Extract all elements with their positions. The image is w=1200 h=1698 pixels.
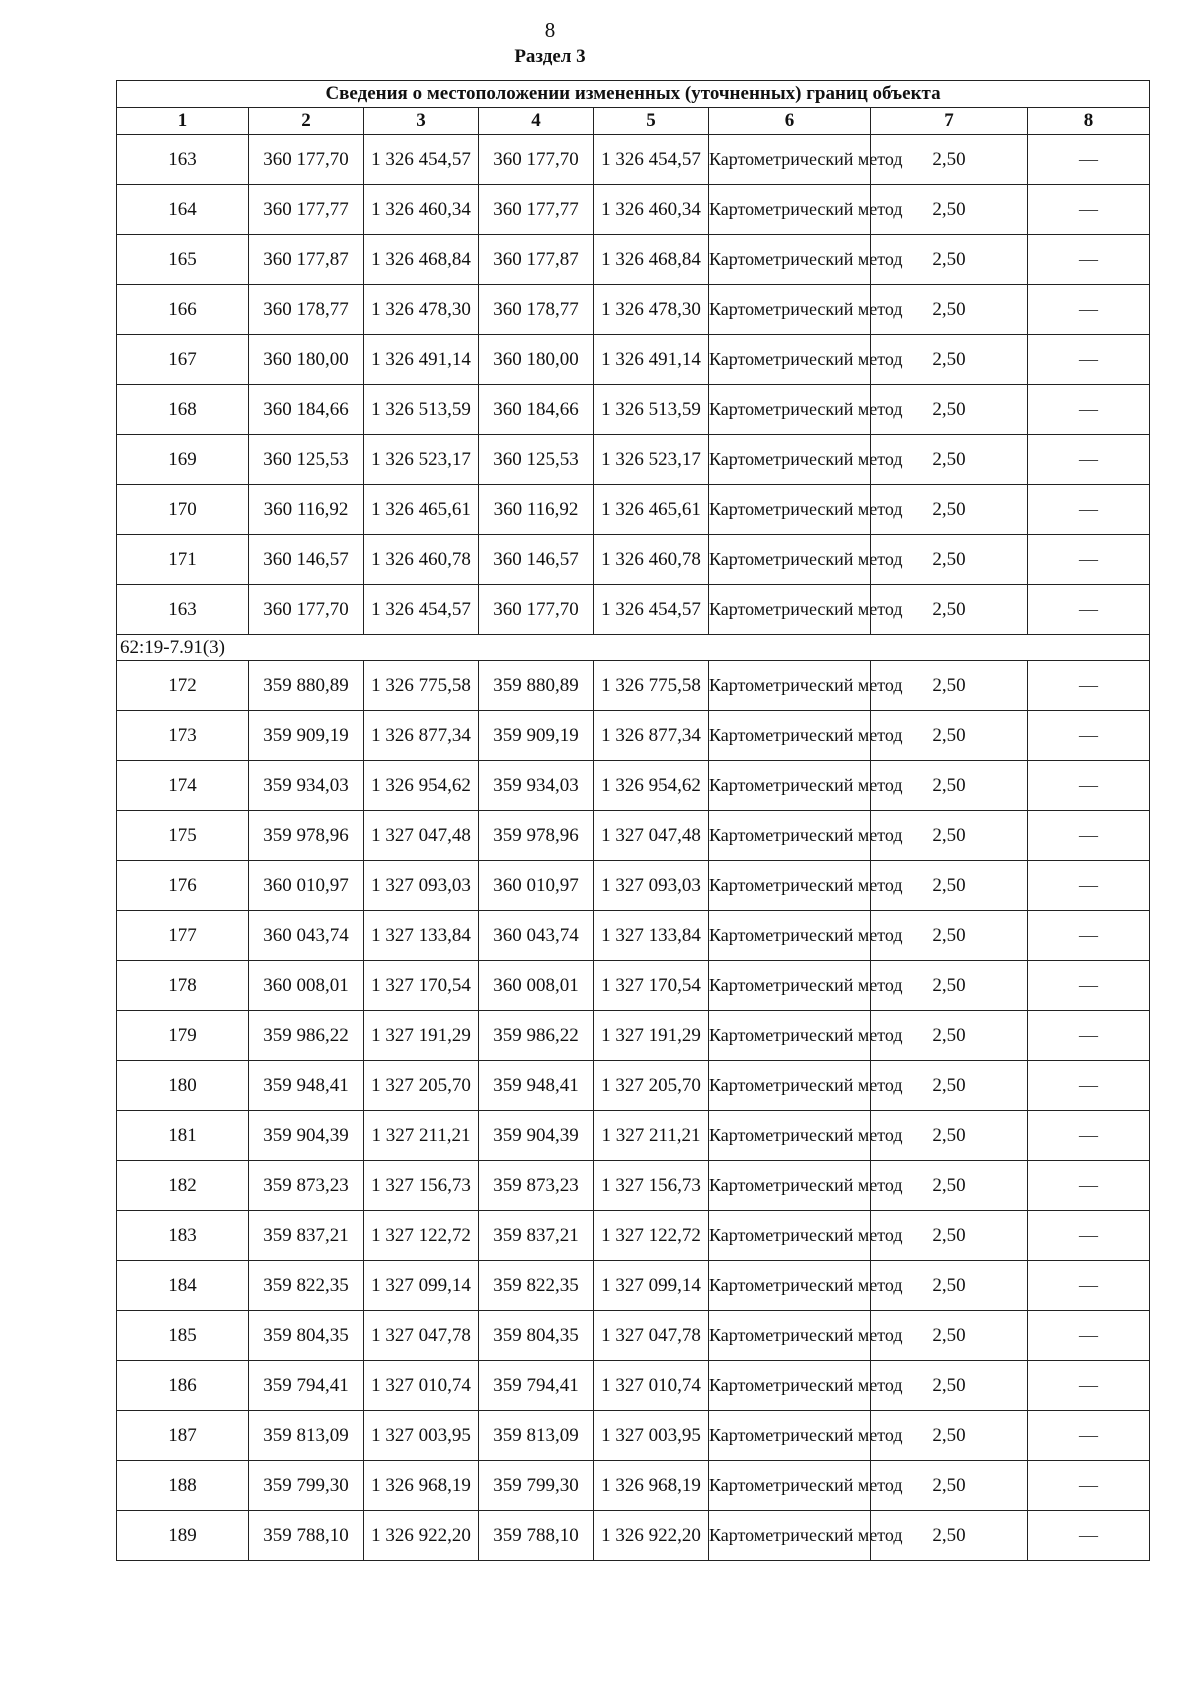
y-existing-cell: 1 326 468,84 xyxy=(364,235,479,285)
description-cell: — xyxy=(1028,535,1150,585)
y-existing-cell: 1 327 047,48 xyxy=(364,811,479,861)
x-existing-cell: 359 813,09 xyxy=(249,1411,364,1461)
point-number-cell: 171 xyxy=(117,535,249,585)
method-cell: Картометрический метод xyxy=(709,535,871,585)
point-number-cell: 187 xyxy=(117,1411,249,1461)
precision-cell: 2,50 xyxy=(871,911,1028,961)
table-row xyxy=(117,435,1150,485)
method-cell: Картометрический метод xyxy=(709,1211,871,1261)
method-cell: Картометрический метод xyxy=(709,711,871,761)
y-existing-cell: 1 327 003,95 xyxy=(364,1411,479,1461)
y-existing-cell: 1 326 465,61 xyxy=(364,485,479,535)
method-cell: Картометрический метод xyxy=(709,485,871,535)
x-new-cell: 359 909,19 xyxy=(479,711,594,761)
x-new-cell: 360 177,87 xyxy=(479,235,594,285)
y-new-cell: 1 327 122,72 xyxy=(594,1211,709,1261)
description-cell: — xyxy=(1028,335,1150,385)
description-cell: — xyxy=(1028,861,1150,911)
x-new-cell: 360 008,01 xyxy=(479,961,594,1011)
y-new-cell: 1 326 775,58 xyxy=(594,661,709,711)
x-existing-cell: 360 177,87 xyxy=(249,235,364,285)
precision-cell: 2,50 xyxy=(871,585,1028,635)
x-new-cell: 359 978,96 xyxy=(479,811,594,861)
method-cell: Картометрический метод xyxy=(709,585,871,635)
x-new-cell: 359 837,21 xyxy=(479,1211,594,1261)
table-row xyxy=(117,1111,1150,1161)
point-number-cell: 164 xyxy=(117,185,249,235)
table-row xyxy=(117,1011,1150,1061)
y-new-cell: 1 327 010,74 xyxy=(594,1361,709,1411)
y-existing-cell: 1 326 877,34 xyxy=(364,711,479,761)
description-cell: — xyxy=(1028,185,1150,235)
table-row xyxy=(117,235,1150,285)
x-existing-cell: 359 799,30 xyxy=(249,1461,364,1511)
method-cell: Картометрический метод xyxy=(709,1261,871,1311)
y-new-cell: 1 326 523,17 xyxy=(594,435,709,485)
point-number-cell: 163 xyxy=(117,585,249,635)
description-cell: — xyxy=(1028,585,1150,635)
point-number-cell: 174 xyxy=(117,761,249,811)
x-new-cell: 360 125,53 xyxy=(479,435,594,485)
x-new-cell: 359 794,41 xyxy=(479,1361,594,1411)
precision-cell: 2,50 xyxy=(871,185,1028,235)
table-row xyxy=(117,811,1150,861)
x-new-cell: 359 904,39 xyxy=(479,1111,594,1161)
point-number-cell: 166 xyxy=(117,285,249,335)
point-number-cell: 168 xyxy=(117,385,249,435)
x-existing-cell: 360 146,57 xyxy=(249,535,364,585)
description-cell: — xyxy=(1028,1061,1150,1111)
precision-cell: 2,50 xyxy=(871,485,1028,535)
precision-cell: 2,50 xyxy=(871,1011,1028,1061)
y-new-cell: 1 327 205,70 xyxy=(594,1061,709,1111)
description-cell: — xyxy=(1028,1261,1150,1311)
y-new-cell: 1 326 454,57 xyxy=(594,585,709,635)
y-existing-cell: 1 326 513,59 xyxy=(364,385,479,435)
table-caption: Сведения о местоположении измененных (уточненных) границ объекта xyxy=(117,81,1150,108)
x-new-cell: 359 873,23 xyxy=(479,1161,594,1211)
precision-cell: 2,50 xyxy=(871,861,1028,911)
point-number-cell: 182 xyxy=(117,1161,249,1211)
point-number-cell: 179 xyxy=(117,1011,249,1061)
precision-cell: 2,50 xyxy=(871,811,1028,861)
column-number: 5 xyxy=(594,108,709,135)
description-cell: — xyxy=(1028,1011,1150,1061)
y-existing-cell: 1 326 775,58 xyxy=(364,661,479,711)
y-existing-cell: 1 327 122,72 xyxy=(364,1211,479,1261)
description-cell: — xyxy=(1028,435,1150,485)
y-existing-cell: 1 327 010,74 xyxy=(364,1361,479,1411)
y-new-cell: 1 327 099,14 xyxy=(594,1261,709,1311)
point-number-cell: 167 xyxy=(117,335,249,385)
precision-cell: 2,50 xyxy=(871,1361,1028,1411)
description-cell: — xyxy=(1028,711,1150,761)
description-cell: — xyxy=(1028,761,1150,811)
point-number-cell: 177 xyxy=(117,911,249,961)
y-new-cell: 1 327 211,21 xyxy=(594,1111,709,1161)
precision-cell: 2,50 xyxy=(871,1111,1028,1161)
table-row xyxy=(117,1461,1150,1511)
group-row xyxy=(117,635,1150,661)
method-cell: Картометрический метод xyxy=(709,1111,871,1161)
y-new-cell: 1 326 460,34 xyxy=(594,185,709,235)
y-existing-cell: 1 326 922,20 xyxy=(364,1511,479,1561)
x-new-cell: 359 799,30 xyxy=(479,1461,594,1511)
method-cell: Картометрический метод xyxy=(709,1511,871,1561)
x-existing-cell: 360 177,70 xyxy=(249,585,364,635)
x-existing-cell: 359 794,41 xyxy=(249,1361,364,1411)
y-existing-cell: 1 327 170,54 xyxy=(364,961,479,1011)
table-row xyxy=(117,1411,1150,1461)
x-new-cell: 360 177,77 xyxy=(479,185,594,235)
x-new-cell: 359 813,09 xyxy=(479,1411,594,1461)
y-new-cell: 1 327 047,78 xyxy=(594,1311,709,1361)
x-existing-cell: 359 837,21 xyxy=(249,1211,364,1261)
point-number-cell: 185 xyxy=(117,1311,249,1361)
y-existing-cell: 1 326 968,19 xyxy=(364,1461,479,1511)
method-cell: Картометрический метод xyxy=(709,1361,871,1411)
table-row xyxy=(117,385,1150,435)
description-cell: — xyxy=(1028,1111,1150,1161)
method-cell: Картометрический метод xyxy=(709,285,871,335)
precision-cell: 2,50 xyxy=(871,1411,1028,1461)
table-row xyxy=(117,761,1150,811)
point-number-cell: 175 xyxy=(117,811,249,861)
table-row xyxy=(117,711,1150,761)
table-row xyxy=(117,535,1150,585)
method-cell: Картометрический метод xyxy=(709,435,871,485)
y-new-cell: 1 326 478,30 xyxy=(594,285,709,335)
precision-cell: 2,50 xyxy=(871,1261,1028,1311)
y-new-cell: 1 326 513,59 xyxy=(594,385,709,435)
point-number-cell: 176 xyxy=(117,861,249,911)
x-new-cell: 359 804,35 xyxy=(479,1311,594,1361)
column-number: 3 xyxy=(364,108,479,135)
column-number: 7 xyxy=(871,108,1028,135)
description-cell: — xyxy=(1028,135,1150,185)
precision-cell: 2,50 xyxy=(871,1161,1028,1211)
point-number-cell: 173 xyxy=(117,711,249,761)
y-existing-cell: 1 326 454,57 xyxy=(364,585,479,635)
x-existing-cell: 359 909,19 xyxy=(249,711,364,761)
y-new-cell: 1 326 877,34 xyxy=(594,711,709,761)
precision-cell: 2,50 xyxy=(871,761,1028,811)
point-number-cell: 189 xyxy=(117,1511,249,1561)
group-label: 62:19-7.91(3) xyxy=(117,635,1150,661)
description-cell: — xyxy=(1028,1511,1150,1561)
table-caption-row xyxy=(117,81,1150,108)
y-new-cell: 1 326 460,78 xyxy=(594,535,709,585)
method-cell: Картометрический метод xyxy=(709,1311,871,1361)
y-new-cell: 1 327 047,48 xyxy=(594,811,709,861)
precision-cell: 2,50 xyxy=(871,1211,1028,1261)
x-new-cell: 360 184,66 xyxy=(479,385,594,435)
x-new-cell: 360 010,97 xyxy=(479,861,594,911)
y-new-cell: 1 326 968,19 xyxy=(594,1461,709,1511)
x-new-cell: 360 178,77 xyxy=(479,285,594,335)
description-cell: — xyxy=(1028,911,1150,961)
y-existing-cell: 1 327 099,14 xyxy=(364,1261,479,1311)
point-number-cell: 184 xyxy=(117,1261,249,1311)
x-existing-cell: 359 788,10 xyxy=(249,1511,364,1561)
table-row xyxy=(117,185,1150,235)
y-new-cell: 1 327 156,73 xyxy=(594,1161,709,1211)
point-number-cell: 180 xyxy=(117,1061,249,1111)
description-cell: — xyxy=(1028,485,1150,535)
description-cell: — xyxy=(1028,1161,1150,1211)
method-cell: Картометрический метод xyxy=(709,761,871,811)
description-cell: — xyxy=(1028,385,1150,435)
point-number-cell: 165 xyxy=(117,235,249,285)
y-existing-cell: 1 327 133,84 xyxy=(364,911,479,961)
point-number-cell: 163 xyxy=(117,135,249,185)
table-row xyxy=(117,1061,1150,1111)
x-existing-cell: 359 986,22 xyxy=(249,1011,364,1061)
y-existing-cell: 1 326 460,34 xyxy=(364,185,479,235)
y-new-cell: 1 327 133,84 xyxy=(594,911,709,961)
x-existing-cell: 360 116,92 xyxy=(249,485,364,535)
x-new-cell: 360 177,70 xyxy=(479,135,594,185)
y-new-cell: 1 326 954,62 xyxy=(594,761,709,811)
x-new-cell: 359 934,03 xyxy=(479,761,594,811)
x-existing-cell: 359 934,03 xyxy=(249,761,364,811)
method-cell: Картометрический метод xyxy=(709,961,871,1011)
y-existing-cell: 1 326 491,14 xyxy=(364,335,479,385)
point-number-cell: 169 xyxy=(117,435,249,485)
column-numbers-row xyxy=(117,108,1150,135)
method-cell: Картометрический метод xyxy=(709,661,871,711)
precision-cell: 2,50 xyxy=(871,661,1028,711)
table-row xyxy=(117,911,1150,961)
x-existing-cell: 359 978,96 xyxy=(249,811,364,861)
point-number-cell: 170 xyxy=(117,485,249,535)
x-existing-cell: 359 804,35 xyxy=(249,1311,364,1361)
description-cell: — xyxy=(1028,811,1150,861)
x-existing-cell: 360 184,66 xyxy=(249,385,364,435)
y-existing-cell: 1 327 156,73 xyxy=(364,1161,479,1211)
precision-cell: 2,50 xyxy=(871,961,1028,1011)
y-new-cell: 1 327 170,54 xyxy=(594,961,709,1011)
y-existing-cell: 1 326 460,78 xyxy=(364,535,479,585)
point-number-cell: 172 xyxy=(117,661,249,711)
point-number-cell: 188 xyxy=(117,1461,249,1511)
x-existing-cell: 360 125,53 xyxy=(249,435,364,485)
y-new-cell: 1 327 191,29 xyxy=(594,1011,709,1061)
precision-cell: 2,50 xyxy=(871,1061,1028,1111)
description-cell: — xyxy=(1028,1411,1150,1461)
description-cell: — xyxy=(1028,961,1150,1011)
table-row xyxy=(117,1311,1150,1361)
table-row xyxy=(117,285,1150,335)
y-existing-cell: 1 326 478,30 xyxy=(364,285,479,335)
precision-cell: 2,50 xyxy=(871,435,1028,485)
y-existing-cell: 1 326 454,57 xyxy=(364,135,479,185)
x-existing-cell: 360 008,01 xyxy=(249,961,364,1011)
x-existing-cell: 359 904,39 xyxy=(249,1111,364,1161)
y-new-cell: 1 326 468,84 xyxy=(594,235,709,285)
point-number-cell: 183 xyxy=(117,1211,249,1261)
method-cell: Картометрический метод xyxy=(709,1161,871,1211)
x-existing-cell: 359 948,41 xyxy=(249,1061,364,1111)
table-row xyxy=(117,1511,1150,1561)
y-new-cell: 1 326 491,14 xyxy=(594,335,709,385)
description-cell: — xyxy=(1028,661,1150,711)
x-new-cell: 360 177,70 xyxy=(479,585,594,635)
table-row xyxy=(117,335,1150,385)
y-existing-cell: 1 327 205,70 xyxy=(364,1061,479,1111)
x-new-cell: 359 948,41 xyxy=(479,1061,594,1111)
point-number-cell: 181 xyxy=(117,1111,249,1161)
description-cell: — xyxy=(1028,1211,1150,1261)
x-new-cell: 360 146,57 xyxy=(479,535,594,585)
method-cell: Картометрический метод xyxy=(709,1061,871,1111)
table-row xyxy=(117,135,1150,185)
method-cell: Картометрический метод xyxy=(709,1011,871,1061)
table-row xyxy=(117,1161,1150,1211)
x-existing-cell: 360 010,97 xyxy=(249,861,364,911)
y-new-cell: 1 326 454,57 xyxy=(594,135,709,185)
precision-cell: 2,50 xyxy=(871,335,1028,385)
x-new-cell: 359 986,22 xyxy=(479,1011,594,1061)
precision-cell: 2,50 xyxy=(871,1311,1028,1361)
precision-cell: 2,50 xyxy=(871,1511,1028,1561)
x-new-cell: 359 788,10 xyxy=(479,1511,594,1561)
description-cell: — xyxy=(1028,1461,1150,1511)
x-existing-cell: 360 177,70 xyxy=(249,135,364,185)
column-number: 8 xyxy=(1028,108,1150,135)
x-new-cell: 360 180,00 xyxy=(479,335,594,385)
y-existing-cell: 1 327 191,29 xyxy=(364,1011,479,1061)
precision-cell: 2,50 xyxy=(871,385,1028,435)
method-cell: Картометрический метод xyxy=(709,861,871,911)
method-cell: Картометрический метод xyxy=(709,185,871,235)
method-cell: Картометрический метод xyxy=(709,1461,871,1511)
column-number: 1 xyxy=(117,108,249,135)
y-existing-cell: 1 327 093,03 xyxy=(364,861,479,911)
table-row xyxy=(117,1211,1150,1261)
page-number: 8 xyxy=(544,18,556,42)
method-cell: Картометрический метод xyxy=(709,811,871,861)
precision-cell: 2,50 xyxy=(871,1461,1028,1511)
x-new-cell: 360 043,74 xyxy=(479,911,594,961)
x-existing-cell: 359 873,23 xyxy=(249,1161,364,1211)
precision-cell: 2,50 xyxy=(871,711,1028,761)
x-new-cell: 359 822,35 xyxy=(479,1261,594,1311)
x-existing-cell: 360 178,77 xyxy=(249,285,364,335)
y-new-cell: 1 326 465,61 xyxy=(594,485,709,535)
precision-cell: 2,50 xyxy=(871,285,1028,335)
column-number: 6 xyxy=(709,108,871,135)
table-row xyxy=(117,1261,1150,1311)
y-existing-cell: 1 326 954,62 xyxy=(364,761,479,811)
table-row xyxy=(117,485,1150,535)
section-title: Раздел 3 xyxy=(514,46,586,67)
column-number: 2 xyxy=(249,108,364,135)
precision-cell: 2,50 xyxy=(871,535,1028,585)
table-body xyxy=(117,135,1150,1561)
precision-cell: 2,50 xyxy=(871,235,1028,285)
y-existing-cell: 1 327 047,78 xyxy=(364,1311,479,1361)
description-cell: — xyxy=(1028,1361,1150,1411)
y-existing-cell: 1 326 523,17 xyxy=(364,435,479,485)
x-existing-cell: 360 177,77 xyxy=(249,185,364,235)
table-row xyxy=(117,861,1150,911)
x-existing-cell: 360 043,74 xyxy=(249,911,364,961)
y-new-cell: 1 327 003,95 xyxy=(594,1411,709,1461)
table-row xyxy=(117,661,1150,711)
description-cell: — xyxy=(1028,285,1150,335)
table-row xyxy=(117,961,1150,1011)
x-existing-cell: 359 880,89 xyxy=(249,661,364,711)
precision-cell: 2,50 xyxy=(871,135,1028,185)
x-existing-cell: 360 180,00 xyxy=(249,335,364,385)
x-new-cell: 360 116,92 xyxy=(479,485,594,535)
y-existing-cell: 1 327 211,21 xyxy=(364,1111,479,1161)
y-new-cell: 1 326 922,20 xyxy=(594,1511,709,1561)
description-cell: — xyxy=(1028,1311,1150,1361)
method-cell: Картометрический метод xyxy=(709,335,871,385)
method-cell: Картометрический метод xyxy=(709,135,871,185)
method-cell: Картометрический метод xyxy=(709,385,871,435)
x-existing-cell: 359 822,35 xyxy=(249,1261,364,1311)
table-row xyxy=(117,585,1150,635)
x-new-cell: 359 880,89 xyxy=(479,661,594,711)
boundary-coordinates-table xyxy=(116,80,1150,1561)
description-cell: — xyxy=(1028,235,1150,285)
point-number-cell: 178 xyxy=(117,961,249,1011)
method-cell: Картометрический метод xyxy=(709,235,871,285)
table-row xyxy=(117,1361,1150,1411)
column-number: 4 xyxy=(479,108,594,135)
method-cell: Картометрический метод xyxy=(709,911,871,961)
point-number-cell: 186 xyxy=(117,1361,249,1411)
y-new-cell: 1 327 093,03 xyxy=(594,861,709,911)
method-cell: Картометрический метод xyxy=(709,1411,871,1461)
